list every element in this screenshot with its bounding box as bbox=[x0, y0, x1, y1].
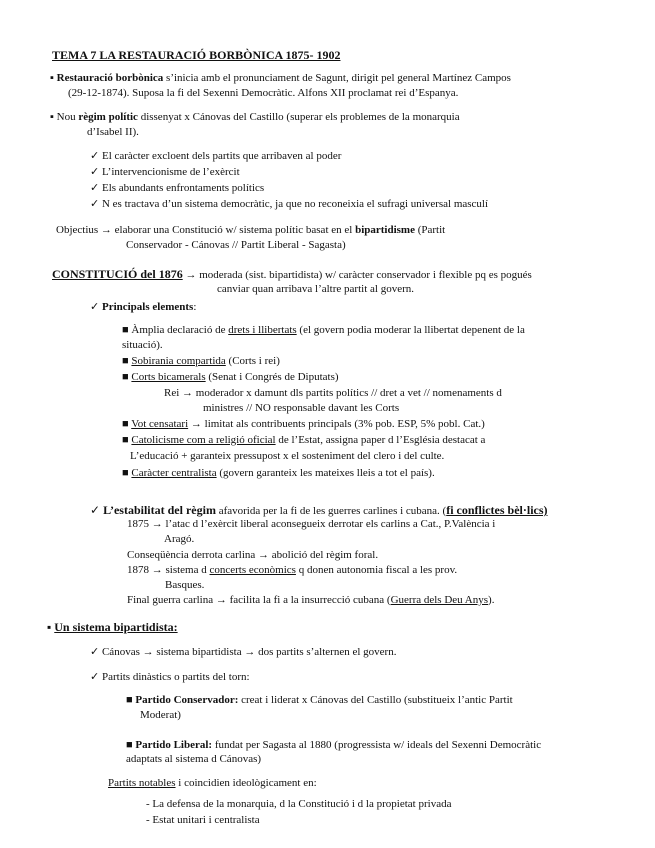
estabilitat-1875-2: Aragó. bbox=[164, 533, 195, 545]
constitucio-title: CONSTITUCIÓ del 1876 bbox=[52, 267, 183, 281]
constitucio-heading bbox=[52, 268, 532, 282]
bipartidista-torn bbox=[90, 671, 250, 684]
bullet-restauracio bbox=[50, 72, 511, 85]
estabilitat-consequencia: Conseqüència derrota carlina → abolició del règim foral. bbox=[127, 549, 379, 561]
element-term: Sobirania compartida bbox=[131, 355, 226, 367]
element-term: Vot censatari bbox=[131, 418, 189, 430]
element-term: Caràcter centralista bbox=[131, 467, 217, 479]
partido-conservador-2: Moderat) bbox=[140, 709, 181, 721]
element-text: (Corts i rei) bbox=[225, 355, 280, 367]
check-icon: ✓ bbox=[90, 166, 100, 178]
principals-label: Principals elements bbox=[101, 301, 194, 313]
page-title: TEMA 7 LA RESTAURACIÓ BORBÒNICA 1875- 1902 bbox=[52, 48, 341, 62]
partido-liberal bbox=[126, 739, 541, 752]
element-corts bbox=[122, 371, 339, 384]
bipartidista-canovas bbox=[90, 646, 396, 659]
element-catolicisme bbox=[122, 434, 485, 447]
element-term: Corts bicamerals bbox=[131, 371, 206, 383]
bipartidista-torn-text: Partits dinàstics o partits del torn: bbox=[101, 671, 250, 683]
partido-conservador bbox=[126, 694, 513, 707]
estabilitat-1878-end: q donen autonomia fiscal a les prov. bbox=[295, 564, 458, 576]
objectius-line-2: Conservador - Cánovas // Partit Liberal - Sagasta) bbox=[126, 239, 346, 251]
liberal-text: fundat per Sagasta al 1880 (progressista w/ ideals del Sexenni Democràtic bbox=[212, 739, 542, 751]
bipartidista-canovas-text: Cánovas → sistema bipartidista → dos partits s’alternen el govern. bbox=[101, 646, 397, 658]
restauracio-text: s’inicia amb el pronunciament de Sagunt, dirigit pel general Martínez Campos bbox=[163, 72, 511, 84]
bullet-mark: ▪ bbox=[47, 620, 52, 634]
bullet-mark: ▪ bbox=[50, 72, 54, 84]
objectius-text-end: (Partit bbox=[414, 224, 446, 236]
check-item bbox=[90, 150, 341, 163]
notables-text: i coincidien ideològicament en: bbox=[175, 777, 317, 789]
check-text: El caràcter excloent dels partits que arribaven al poder bbox=[101, 150, 342, 162]
regim-text: dissenyat x Cánovas del Castillo (superar els problemes de la monarquia bbox=[137, 111, 460, 123]
square-icon: ■ bbox=[122, 467, 129, 479]
notables-term: Partits notables bbox=[108, 777, 176, 789]
estabilitat-1878-2: Basques. bbox=[165, 579, 205, 591]
conservador-text: creat i liderat x Cánovas del Castillo (substitueix l’antic Partit bbox=[238, 694, 513, 706]
principals-elements bbox=[90, 301, 196, 314]
bullet-mark: ▪ bbox=[50, 111, 54, 123]
dash-item: - Estat unitari i centralista bbox=[146, 814, 260, 826]
liberal-term: Partido Liberal: bbox=[135, 739, 213, 751]
check-icon: ✓ bbox=[90, 671, 100, 683]
square-icon: ■ bbox=[126, 694, 133, 706]
check-icon: ✓ bbox=[90, 198, 100, 210]
estabilitat-final-text: Final guerra carlina → facilita la fi a la insurrecció cubana ( bbox=[127, 594, 391, 606]
check-icon: ✓ bbox=[90, 182, 100, 194]
element-sobirania bbox=[122, 355, 280, 368]
element-drets-2: situació). bbox=[122, 339, 163, 351]
estabilitat-1878 bbox=[127, 564, 457, 577]
bipartidisme-term: bipartidisme bbox=[355, 224, 415, 236]
element-text: (Senat i Congrés de Diputats) bbox=[205, 371, 339, 383]
objectius-text: Objectius → elaborar una Constitució w/ sistema polític basat en el bbox=[56, 224, 356, 236]
check-text: N es tractava d’un sistema democràtic, ja que no reconeixia el sufragi universal masculí bbox=[101, 198, 489, 210]
estabilitat-final bbox=[127, 594, 494, 607]
square-icon: ■ bbox=[122, 371, 129, 383]
dash-item: - La defensa de la monarquia, d la Constitució i d la propietat privada bbox=[146, 798, 452, 810]
estabilitat-term: L’estabilitat del règim bbox=[103, 503, 216, 517]
constitucio-text-2: canviar quan arribava l’altre partit al govern. bbox=[217, 283, 414, 295]
estabilitat-line bbox=[90, 504, 548, 518]
regim-pre: Nou bbox=[56, 111, 79, 123]
check-item bbox=[90, 182, 264, 195]
conservador-term: Partido Conservador: bbox=[135, 694, 239, 706]
estabilitat-1875: 1875 → l’atac d l’exèrcit liberal aconsegueix derrotar els carlins a Cat., P.València i bbox=[127, 518, 496, 530]
element-catolicisme-2: L’educació + garanteix pressupost x el sosteniment del clero i del culte. bbox=[130, 450, 445, 462]
element-vot bbox=[122, 418, 485, 431]
check-icon: ✓ bbox=[90, 646, 100, 658]
estabilitat-text: afavorida per la fi de les guerres carlines i cubana. ( bbox=[215, 505, 447, 517]
square-icon: ■ bbox=[122, 355, 129, 367]
concerts-term: concerts econòmics bbox=[209, 564, 296, 576]
check-text: L’intervencionisme de l’exèrcit bbox=[101, 166, 240, 178]
square-icon: ■ bbox=[126, 739, 133, 751]
element-term: Catolicisme com a religió oficial bbox=[131, 434, 276, 446]
element-text: → limitat als contribuents principals (3% pob. ESP, 5% pobl. Cat.) bbox=[188, 418, 485, 430]
element-text: de l’Estat, assigna paper d l’Església destacat a bbox=[275, 434, 486, 446]
element-centralista bbox=[122, 467, 435, 480]
check-icon: ✓ bbox=[90, 150, 100, 162]
constitucio-text: → moderada (sist. bipartidista) w/ caràcter conservador i flexible pq es pogués bbox=[182, 269, 532, 281]
element-drets bbox=[122, 324, 525, 337]
regim-term: règim polític bbox=[78, 111, 138, 123]
element-corts-rei-2: ministres // NO responsable davant les Corts bbox=[203, 402, 400, 414]
estabilitat-1878-text: 1878 → sistema d bbox=[127, 564, 210, 576]
square-icon: ■ bbox=[122, 324, 129, 336]
check-item bbox=[90, 166, 240, 179]
check-text: Els abundants enfrontaments polítics bbox=[101, 182, 265, 194]
restauracio-term: Restauració borbònica bbox=[56, 72, 164, 84]
partits-notables bbox=[108, 777, 317, 790]
check-item bbox=[90, 198, 488, 211]
square-icon: ■ bbox=[122, 434, 129, 446]
element-term: drets i llibertats bbox=[228, 324, 297, 336]
restauracio-text-2: (29-12-1874). Suposa la fi del Sexenni Democràtic. Alfons XII proclamat rei d’Espanya. bbox=[68, 87, 459, 99]
element-corts-rei: Rei → moderador x damunt dls partits polítics // dret a vet // nomenaments d bbox=[164, 387, 502, 399]
bullet-regim bbox=[50, 111, 460, 124]
bipartidista-title: Un sistema bipartidista: bbox=[54, 620, 178, 634]
partido-liberal-2: adaptats al sistema d Cánovas) bbox=[126, 753, 262, 765]
check-icon: ✓ bbox=[90, 503, 101, 517]
element-text: Àmplia declaració de bbox=[131, 324, 229, 336]
square-icon: ■ bbox=[122, 418, 129, 430]
estabilitat-emphasis: fi conflictes bèl·lics) bbox=[446, 503, 548, 517]
element-text: (govern garanteix les mateixes lleis a tot el país). bbox=[216, 467, 435, 479]
check-icon: ✓ bbox=[90, 301, 100, 313]
objectius-line bbox=[56, 224, 445, 237]
principals-colon: : bbox=[193, 301, 197, 313]
bipartidista-heading bbox=[47, 621, 178, 634]
element-text-end: (el govern podia moderar la llibertat depenent de la bbox=[296, 324, 525, 336]
estabilitat-final-end: ). bbox=[488, 594, 495, 606]
guerra-term: Guerra dels Deu Anys bbox=[390, 594, 489, 606]
regim-text-2: d’Isabel II). bbox=[87, 126, 139, 138]
